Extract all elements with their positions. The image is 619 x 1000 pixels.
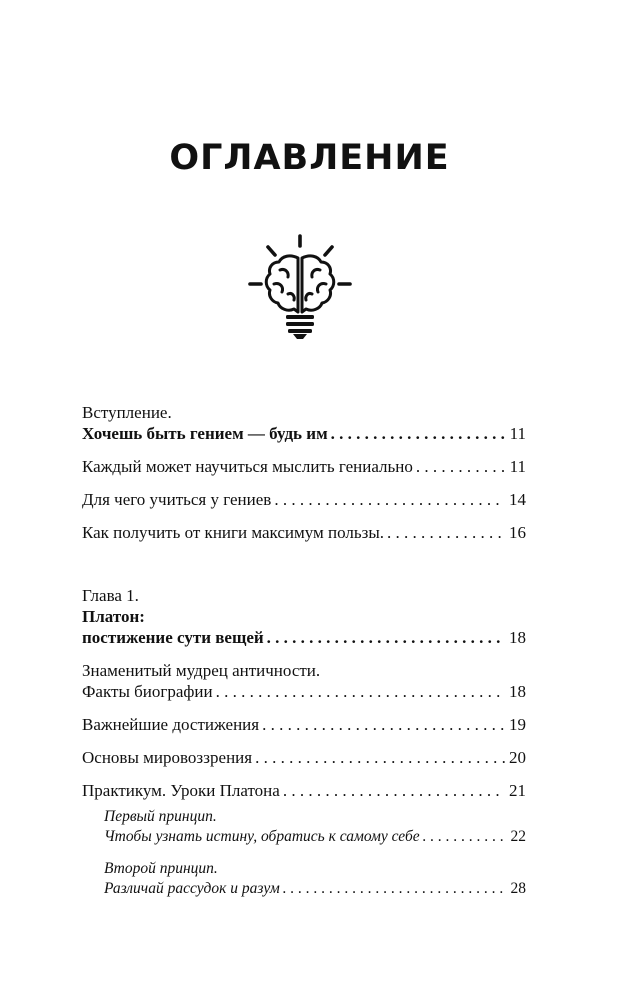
toc-entry-intro-heading[interactable] [82, 423, 526, 444]
chapter-label: Глава 1. [82, 586, 139, 605]
toc-entry-text: Как получить от книги максимум пользы. [82, 523, 385, 542]
toc-subsection [104, 801, 526, 899]
toc-entry[interactable] [82, 522, 526, 543]
toc-entry-text: Каждый может научиться мыслить гениально [82, 457, 413, 476]
page-number: 21 [509, 781, 526, 800]
toc-entry-text: Важнейшие достижения [82, 715, 260, 734]
dot-leader [262, 714, 505, 735]
dot-leader [216, 681, 505, 702]
toc-entry-text-line1: Знаменитый мудрец античности. [82, 661, 321, 680]
toc-entry[interactable] [104, 827, 526, 847]
dot-leader [331, 423, 506, 444]
brain-lightbulb-icon [244, 232, 356, 340]
page-number: 16 [509, 523, 526, 542]
page-number: 11 [509, 457, 526, 476]
page-title: ОГЛАВЛЕНИЕ [169, 138, 450, 178]
toc-entry[interactable] [82, 780, 526, 801]
dot-leader [283, 780, 505, 801]
dot-leader [423, 827, 507, 847]
toc-entry-text: Основы мировоззрения [82, 748, 253, 767]
dot-leader [416, 456, 506, 477]
toc-entry-text: Чтобы узнать истину, обратись к самому себе [104, 828, 420, 845]
toc-entry[interactable] [82, 489, 526, 510]
page-number: 22 [510, 828, 526, 845]
toc-entry-text: Хочешь быть гением — будь им [82, 424, 328, 443]
dot-leader [274, 489, 505, 510]
toc-entry[interactable] [82, 456, 526, 477]
page-number: 14 [509, 490, 526, 509]
toc-entry-text: Факты биографии [82, 682, 213, 701]
chapter-heading-line1: Платон: [82, 607, 145, 626]
toc-entry-chapter-heading[interactable] [82, 627, 526, 648]
page-number: 18 [509, 628, 526, 647]
toc-entry[interactable] [104, 879, 526, 899]
dot-leader [283, 879, 507, 899]
intro-label: Вступление. [82, 403, 172, 422]
toc-entry[interactable] [82, 747, 526, 768]
page-number: 18 [509, 682, 526, 701]
dot-leader [387, 522, 505, 543]
toc-entry-text: постижение сути вещей [82, 628, 264, 647]
page-number: 28 [510, 880, 526, 897]
toc-entry-text: Практикум. Уроки Платона [82, 781, 280, 800]
dot-leader [267, 627, 505, 648]
toc-entry-text: Для чего учиться у гениев [82, 490, 272, 509]
principle-label: Второй принцип. [104, 860, 218, 877]
principle-label: Первый принцип. [104, 808, 217, 825]
toc-entry-text: Различай рассудок и разум [104, 880, 280, 897]
toc-entry[interactable] [82, 714, 526, 735]
page-number: 11 [509, 424, 526, 443]
toc-entry[interactable] [82, 681, 526, 702]
page-number: 19 [509, 715, 526, 734]
dot-leader [255, 747, 505, 768]
table-of-contents [82, 402, 526, 899]
page-number: 20 [509, 748, 526, 767]
